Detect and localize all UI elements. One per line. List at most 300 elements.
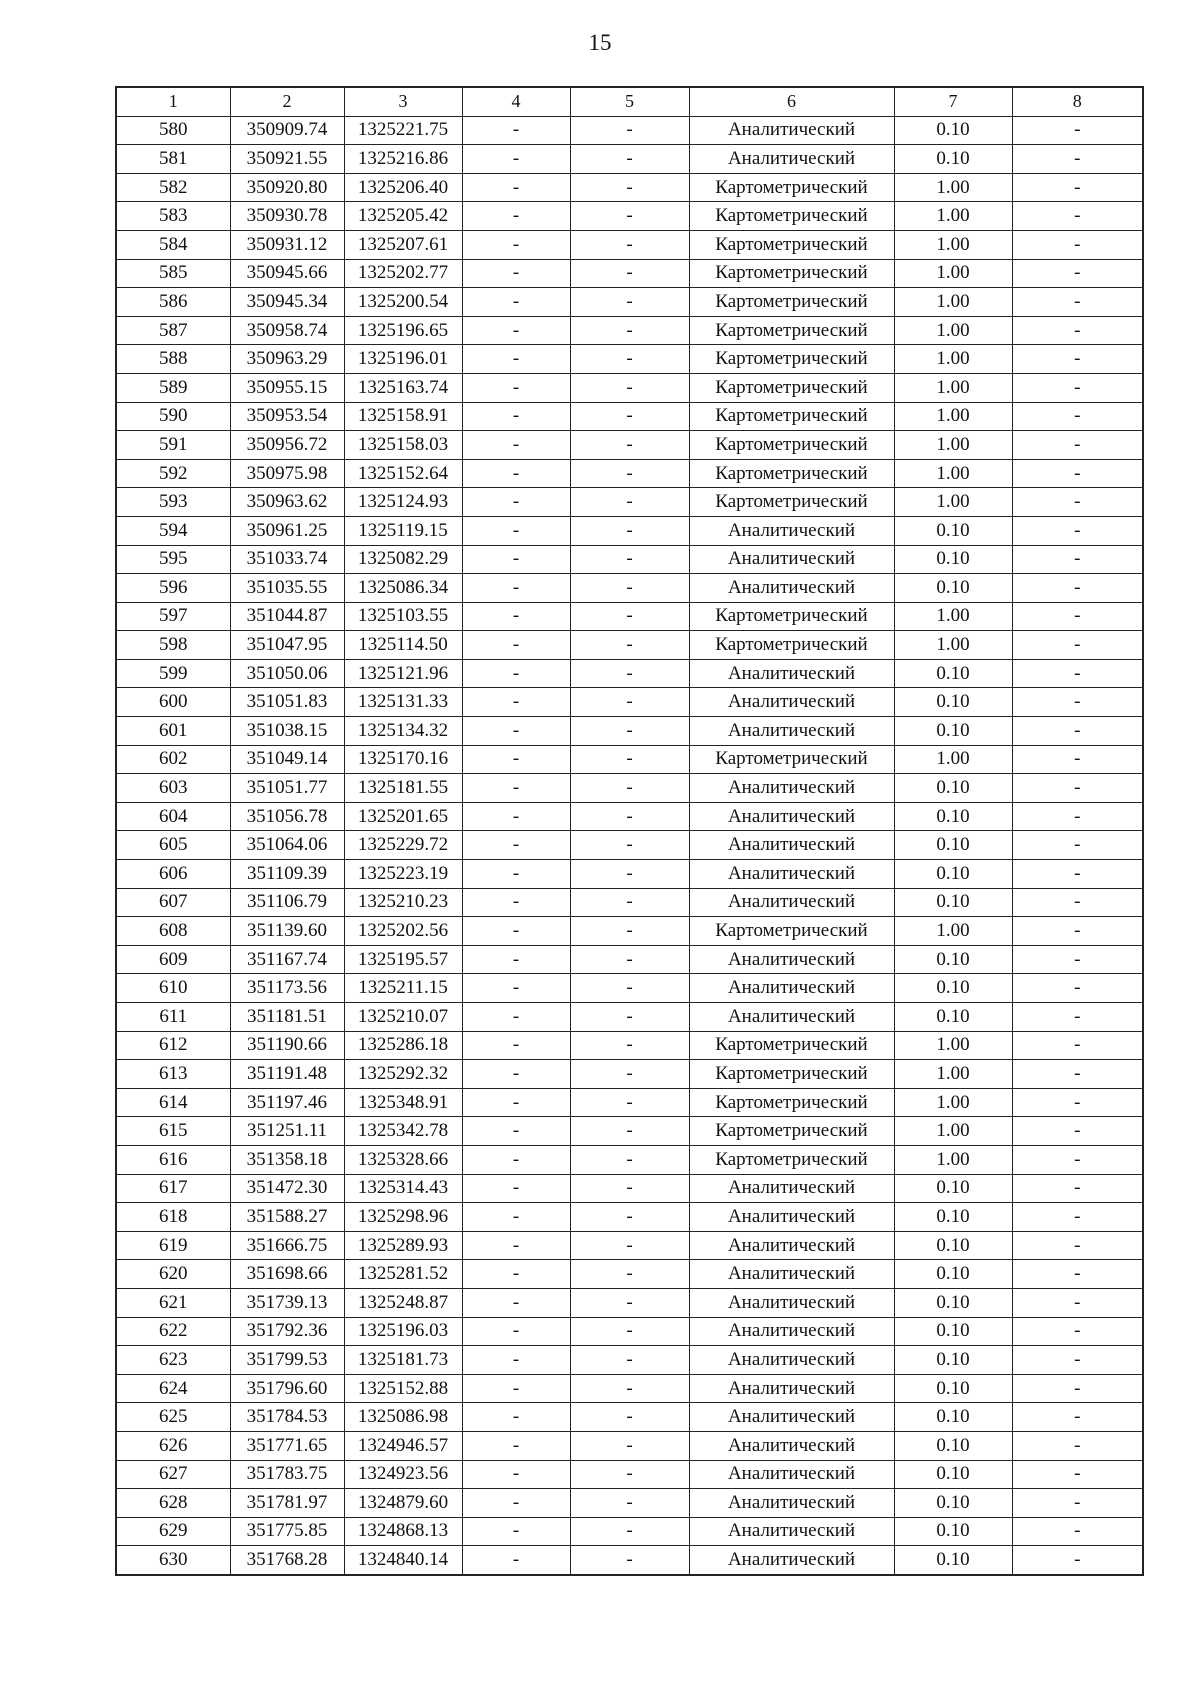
method-cell: Аналитический xyxy=(689,1403,894,1432)
col4-cell: - xyxy=(462,1031,570,1060)
col4-cell: - xyxy=(462,745,570,774)
y-coordinate-cell: 1325158.03 xyxy=(344,431,462,460)
col5-cell: - xyxy=(570,431,689,460)
table-header-row xyxy=(116,87,1143,116)
point-number-cell: 590 xyxy=(116,402,230,431)
accuracy-cell: 1.00 xyxy=(894,631,1012,660)
col5-cell: - xyxy=(570,831,689,860)
column-header: 7 xyxy=(894,87,1012,116)
col4-cell: - xyxy=(462,974,570,1003)
method-cell: Картометрический xyxy=(689,631,894,660)
col5-cell: - xyxy=(570,688,689,717)
column-header: 2 xyxy=(230,87,344,116)
y-coordinate-cell: 1325207.61 xyxy=(344,230,462,259)
point-number-cell: 603 xyxy=(116,774,230,803)
table-row xyxy=(116,1117,1143,1146)
y-coordinate-cell: 1325210.23 xyxy=(344,888,462,917)
point-number-cell: 586 xyxy=(116,288,230,317)
x-coordinate-cell: 351251.11 xyxy=(230,1117,344,1146)
y-coordinate-cell: 1325289.93 xyxy=(344,1231,462,1260)
col5-cell: - xyxy=(570,1517,689,1546)
col8-cell: - xyxy=(1012,316,1143,345)
x-coordinate-cell: 351771.65 xyxy=(230,1431,344,1460)
y-coordinate-cell: 1325348.91 xyxy=(344,1088,462,1117)
method-cell: Картометрический xyxy=(689,373,894,402)
x-coordinate-cell: 350956.72 xyxy=(230,431,344,460)
col8-cell: - xyxy=(1012,831,1143,860)
col4-cell: - xyxy=(462,202,570,231)
table-row xyxy=(116,774,1143,803)
col4-cell: - xyxy=(462,1346,570,1375)
col5-cell: - xyxy=(570,1489,689,1518)
col5-cell: - xyxy=(570,1060,689,1089)
method-cell: Картометрический xyxy=(689,230,894,259)
col8-cell: - xyxy=(1012,1374,1143,1403)
col5-cell: - xyxy=(570,1288,689,1317)
y-coordinate-cell: 1325086.34 xyxy=(344,574,462,603)
method-cell: Картометрический xyxy=(689,488,894,517)
col8-cell: - xyxy=(1012,1117,1143,1146)
col8-cell: - xyxy=(1012,145,1143,174)
x-coordinate-cell: 351472.30 xyxy=(230,1174,344,1203)
x-coordinate-cell: 351181.51 xyxy=(230,1003,344,1032)
col4-cell: - xyxy=(462,259,570,288)
method-cell: Картометрический xyxy=(689,1145,894,1174)
table-row xyxy=(116,945,1143,974)
col5-cell: - xyxy=(570,259,689,288)
col4-cell: - xyxy=(462,659,570,688)
method-cell: Картометрический xyxy=(689,1031,894,1060)
table-row xyxy=(116,1031,1143,1060)
method-cell: Аналитический xyxy=(689,1517,894,1546)
col5-cell: - xyxy=(570,116,689,145)
y-coordinate-cell: 1324840.14 xyxy=(344,1546,462,1575)
col8-cell: - xyxy=(1012,373,1143,402)
col4-cell: - xyxy=(462,145,570,174)
table-row xyxy=(116,1003,1143,1032)
x-coordinate-cell: 351588.27 xyxy=(230,1203,344,1232)
col4-cell: - xyxy=(462,917,570,946)
col5-cell: - xyxy=(570,288,689,317)
col8-cell: - xyxy=(1012,1088,1143,1117)
x-coordinate-cell: 351033.74 xyxy=(230,545,344,574)
col4-cell: - xyxy=(462,1517,570,1546)
accuracy-cell: 1.00 xyxy=(894,431,1012,460)
accuracy-cell: 0.10 xyxy=(894,1317,1012,1346)
col4-cell: - xyxy=(462,1317,570,1346)
x-coordinate-cell: 350955.15 xyxy=(230,373,344,402)
col4-cell: - xyxy=(462,116,570,145)
method-cell: Картометрический xyxy=(689,402,894,431)
table-row xyxy=(116,888,1143,917)
accuracy-cell: 0.10 xyxy=(894,1489,1012,1518)
col4-cell: - xyxy=(462,1088,570,1117)
col5-cell: - xyxy=(570,574,689,603)
col8-cell: - xyxy=(1012,802,1143,831)
method-cell: Аналитический xyxy=(689,1489,894,1518)
table-row xyxy=(116,631,1143,660)
point-number-cell: 605 xyxy=(116,831,230,860)
col5-cell: - xyxy=(570,459,689,488)
col8-cell: - xyxy=(1012,688,1143,717)
method-cell: Аналитический xyxy=(689,860,894,889)
point-number-cell: 589 xyxy=(116,373,230,402)
col5-cell: - xyxy=(570,774,689,803)
col4-cell: - xyxy=(462,717,570,746)
point-number-cell: 629 xyxy=(116,1517,230,1546)
point-number-cell: 612 xyxy=(116,1031,230,1060)
accuracy-cell: 1.00 xyxy=(894,259,1012,288)
x-coordinate-cell: 350963.62 xyxy=(230,488,344,517)
y-coordinate-cell: 1325328.66 xyxy=(344,1145,462,1174)
y-coordinate-cell: 1325211.15 xyxy=(344,974,462,1003)
table-row xyxy=(116,1374,1143,1403)
accuracy-cell: 1.00 xyxy=(894,1031,1012,1060)
method-cell: Картометрический xyxy=(689,917,894,946)
y-coordinate-cell: 1325221.75 xyxy=(344,116,462,145)
x-coordinate-cell: 351173.56 xyxy=(230,974,344,1003)
table-row xyxy=(116,259,1143,288)
method-cell: Картометрический xyxy=(689,459,894,488)
col8-cell: - xyxy=(1012,1260,1143,1289)
col4-cell: - xyxy=(462,230,570,259)
col5-cell: - xyxy=(570,1431,689,1460)
method-cell: Картометрический xyxy=(689,202,894,231)
method-cell: Аналитический xyxy=(689,1374,894,1403)
x-coordinate-cell: 351167.74 xyxy=(230,945,344,974)
accuracy-cell: 1.00 xyxy=(894,745,1012,774)
table-row xyxy=(116,1145,1143,1174)
point-number-cell: 585 xyxy=(116,259,230,288)
table-row xyxy=(116,1460,1143,1489)
point-number-cell: 598 xyxy=(116,631,230,660)
col8-cell: - xyxy=(1012,1431,1143,1460)
method-cell: Аналитический xyxy=(689,831,894,860)
point-number-cell: 622 xyxy=(116,1317,230,1346)
table-row xyxy=(116,459,1143,488)
x-coordinate-cell: 351051.77 xyxy=(230,774,344,803)
y-coordinate-cell: 1325124.93 xyxy=(344,488,462,517)
x-coordinate-cell: 351047.95 xyxy=(230,631,344,660)
col8-cell: - xyxy=(1012,717,1143,746)
col8-cell: - xyxy=(1012,631,1143,660)
point-number-cell: 621 xyxy=(116,1288,230,1317)
y-coordinate-cell: 1324946.57 xyxy=(344,1431,462,1460)
table-row xyxy=(116,116,1143,145)
accuracy-cell: 0.10 xyxy=(894,1517,1012,1546)
y-coordinate-cell: 1325131.33 xyxy=(344,688,462,717)
accuracy-cell: 0.10 xyxy=(894,688,1012,717)
accuracy-cell: 0.10 xyxy=(894,1546,1012,1575)
col5-cell: - xyxy=(570,1460,689,1489)
accuracy-cell: 0.10 xyxy=(894,774,1012,803)
col4-cell: - xyxy=(462,945,570,974)
col4-cell: - xyxy=(462,373,570,402)
point-number-cell: 601 xyxy=(116,717,230,746)
point-number-cell: 604 xyxy=(116,802,230,831)
x-coordinate-cell: 350945.34 xyxy=(230,288,344,317)
col4-cell: - xyxy=(462,1060,570,1089)
col4-cell: - xyxy=(462,402,570,431)
x-coordinate-cell: 350920.80 xyxy=(230,173,344,202)
y-coordinate-cell: 1325281.52 xyxy=(344,1260,462,1289)
col8-cell: - xyxy=(1012,1288,1143,1317)
point-number-cell: 584 xyxy=(116,230,230,259)
x-coordinate-cell: 350953.54 xyxy=(230,402,344,431)
method-cell: Картометрический xyxy=(689,745,894,774)
method-cell: Аналитический xyxy=(689,516,894,545)
table-row xyxy=(116,1088,1143,1117)
table-row xyxy=(116,345,1143,374)
method-cell: Аналитический xyxy=(689,717,894,746)
col5-cell: - xyxy=(570,230,689,259)
method-cell: Аналитический xyxy=(689,1003,894,1032)
point-number-cell: 580 xyxy=(116,116,230,145)
x-coordinate-cell: 351035.55 xyxy=(230,574,344,603)
method-cell: Картометрический xyxy=(689,1117,894,1146)
accuracy-cell: 1.00 xyxy=(894,1117,1012,1146)
accuracy-cell: 0.10 xyxy=(894,1174,1012,1203)
method-cell: Аналитический xyxy=(689,802,894,831)
x-coordinate-cell: 351038.15 xyxy=(230,717,344,746)
accuracy-cell: 1.00 xyxy=(894,345,1012,374)
table-row xyxy=(116,1203,1143,1232)
col5-cell: - xyxy=(570,1231,689,1260)
col8-cell: - xyxy=(1012,345,1143,374)
col5-cell: - xyxy=(570,888,689,917)
page-number: 15 xyxy=(588,30,612,55)
col4-cell: - xyxy=(462,860,570,889)
col5-cell: - xyxy=(570,488,689,517)
method-cell: Аналитический xyxy=(689,116,894,145)
table-row xyxy=(116,974,1143,1003)
col4-cell: - xyxy=(462,1546,570,1575)
col5-cell: - xyxy=(570,974,689,1003)
table-row xyxy=(116,373,1143,402)
col4-cell: - xyxy=(462,1203,570,1232)
method-cell: Картометрический xyxy=(689,259,894,288)
table-row xyxy=(116,917,1143,946)
method-cell: Картометрический xyxy=(689,316,894,345)
point-number-cell: 606 xyxy=(116,860,230,889)
col4-cell: - xyxy=(462,545,570,574)
accuracy-cell: 0.10 xyxy=(894,1403,1012,1432)
col4-cell: - xyxy=(462,1145,570,1174)
x-coordinate-cell: 350958.74 xyxy=(230,316,344,345)
point-number-cell: 592 xyxy=(116,459,230,488)
col8-cell: - xyxy=(1012,945,1143,974)
table-row xyxy=(116,602,1143,631)
point-number-cell: 628 xyxy=(116,1489,230,1518)
col5-cell: - xyxy=(570,1203,689,1232)
y-coordinate-cell: 1325170.16 xyxy=(344,745,462,774)
y-coordinate-cell: 1325152.88 xyxy=(344,1374,462,1403)
col5-cell: - xyxy=(570,545,689,574)
col8-cell: - xyxy=(1012,1031,1143,1060)
col5-cell: - xyxy=(570,917,689,946)
y-coordinate-cell: 1325181.55 xyxy=(344,774,462,803)
col5-cell: - xyxy=(570,745,689,774)
accuracy-cell: 0.10 xyxy=(894,1203,1012,1232)
col8-cell: - xyxy=(1012,1317,1143,1346)
col5-cell: - xyxy=(570,1174,689,1203)
accuracy-cell: 0.10 xyxy=(894,945,1012,974)
col8-cell: - xyxy=(1012,745,1143,774)
accuracy-cell: 0.10 xyxy=(894,1260,1012,1289)
accuracy-cell: 0.10 xyxy=(894,802,1012,831)
method-cell: Картометрический xyxy=(689,288,894,317)
col8-cell: - xyxy=(1012,602,1143,631)
x-coordinate-cell: 350961.25 xyxy=(230,516,344,545)
col8-cell: - xyxy=(1012,774,1143,803)
column-header: 6 xyxy=(689,87,894,116)
col8-cell: - xyxy=(1012,659,1143,688)
column-header: 3 xyxy=(344,87,462,116)
y-coordinate-cell: 1325286.18 xyxy=(344,1031,462,1060)
accuracy-cell: 1.00 xyxy=(894,230,1012,259)
table-row xyxy=(116,488,1143,517)
method-cell: Аналитический xyxy=(689,1460,894,1489)
method-cell: Аналитический xyxy=(689,659,894,688)
col5-cell: - xyxy=(570,1546,689,1575)
accuracy-cell: 1.00 xyxy=(894,1145,1012,1174)
accuracy-cell: 0.10 xyxy=(894,831,1012,860)
col8-cell: - xyxy=(1012,1145,1143,1174)
col8-cell: - xyxy=(1012,1403,1143,1432)
x-coordinate-cell: 351792.36 xyxy=(230,1317,344,1346)
y-coordinate-cell: 1325114.50 xyxy=(344,631,462,660)
x-coordinate-cell: 350909.74 xyxy=(230,116,344,145)
point-number-cell: 614 xyxy=(116,1088,230,1117)
method-cell: Аналитический xyxy=(689,1546,894,1575)
y-coordinate-cell: 1325082.29 xyxy=(344,545,462,574)
col4-cell: - xyxy=(462,459,570,488)
y-coordinate-cell: 1325196.65 xyxy=(344,316,462,345)
x-coordinate-cell: 351666.75 xyxy=(230,1231,344,1260)
point-number-cell: 600 xyxy=(116,688,230,717)
table-row xyxy=(116,288,1143,317)
y-coordinate-cell: 1325196.01 xyxy=(344,345,462,374)
point-number-cell: 624 xyxy=(116,1374,230,1403)
point-number-cell: 617 xyxy=(116,1174,230,1203)
accuracy-cell: 0.10 xyxy=(894,659,1012,688)
column-header: 4 xyxy=(462,87,570,116)
y-coordinate-cell: 1325223.19 xyxy=(344,860,462,889)
col4-cell: - xyxy=(462,888,570,917)
col5-cell: - xyxy=(570,1117,689,1146)
col8-cell: - xyxy=(1012,1517,1143,1546)
col5-cell: - xyxy=(570,1088,689,1117)
col8-cell: - xyxy=(1012,917,1143,946)
table-row xyxy=(116,1346,1143,1375)
col8-cell: - xyxy=(1012,202,1143,231)
point-number-cell: 602 xyxy=(116,745,230,774)
col4-cell: - xyxy=(462,488,570,517)
x-coordinate-cell: 351139.60 xyxy=(230,917,344,946)
col4-cell: - xyxy=(462,316,570,345)
method-cell: Аналитический xyxy=(689,945,894,974)
col5-cell: - xyxy=(570,602,689,631)
point-number-cell: 616 xyxy=(116,1145,230,1174)
y-coordinate-cell: 1325314.43 xyxy=(344,1174,462,1203)
y-coordinate-cell: 1325298.96 xyxy=(344,1203,462,1232)
method-cell: Картометрический xyxy=(689,173,894,202)
x-coordinate-cell: 351783.75 xyxy=(230,1460,344,1489)
col5-cell: - xyxy=(570,945,689,974)
point-number-cell: 581 xyxy=(116,145,230,174)
col4-cell: - xyxy=(462,173,570,202)
col4-cell: - xyxy=(462,1174,570,1203)
col8-cell: - xyxy=(1012,1003,1143,1032)
x-coordinate-cell: 350945.66 xyxy=(230,259,344,288)
column-header: 5 xyxy=(570,87,689,116)
y-coordinate-cell: 1325103.55 xyxy=(344,602,462,631)
x-coordinate-cell: 351784.53 xyxy=(230,1403,344,1432)
y-coordinate-cell: 1324879.60 xyxy=(344,1489,462,1518)
accuracy-cell: 1.00 xyxy=(894,459,1012,488)
col4-cell: - xyxy=(462,345,570,374)
col5-cell: - xyxy=(570,145,689,174)
point-number-cell: 610 xyxy=(116,974,230,1003)
col4-cell: - xyxy=(462,1288,570,1317)
col5-cell: - xyxy=(570,631,689,660)
y-coordinate-cell: 1325201.65 xyxy=(344,802,462,831)
table-row xyxy=(116,202,1143,231)
x-coordinate-cell: 351698.66 xyxy=(230,1260,344,1289)
accuracy-cell: 0.10 xyxy=(894,574,1012,603)
method-cell: Аналитический xyxy=(689,545,894,574)
table-row xyxy=(116,802,1143,831)
table-row xyxy=(116,1431,1143,1460)
accuracy-cell: 1.00 xyxy=(894,402,1012,431)
col4-cell: - xyxy=(462,1460,570,1489)
col5-cell: - xyxy=(570,345,689,374)
accuracy-cell: 0.10 xyxy=(894,1460,1012,1489)
col4-cell: - xyxy=(462,1003,570,1032)
table-row xyxy=(116,860,1143,889)
method-cell: Аналитический xyxy=(689,774,894,803)
col5-cell: - xyxy=(570,1145,689,1174)
col5-cell: - xyxy=(570,173,689,202)
col4-cell: - xyxy=(462,774,570,803)
col5-cell: - xyxy=(570,1260,689,1289)
col5-cell: - xyxy=(570,202,689,231)
col4-cell: - xyxy=(462,574,570,603)
point-number-cell: 623 xyxy=(116,1346,230,1375)
point-number-cell: 587 xyxy=(116,316,230,345)
y-coordinate-cell: 1325292.32 xyxy=(344,1060,462,1089)
col4-cell: - xyxy=(462,831,570,860)
method-cell: Аналитический xyxy=(689,1431,894,1460)
column-header: 8 xyxy=(1012,87,1143,116)
method-cell: Аналитический xyxy=(689,145,894,174)
x-coordinate-cell: 350975.98 xyxy=(230,459,344,488)
table-row xyxy=(116,230,1143,259)
y-coordinate-cell: 1325206.40 xyxy=(344,173,462,202)
col4-cell: - xyxy=(462,602,570,631)
col8-cell: - xyxy=(1012,1174,1143,1203)
col8-cell: - xyxy=(1012,1489,1143,1518)
col4-cell: - xyxy=(462,1260,570,1289)
col8-cell: - xyxy=(1012,516,1143,545)
x-coordinate-cell: 351106.79 xyxy=(230,888,344,917)
col8-cell: - xyxy=(1012,459,1143,488)
point-number-cell: 595 xyxy=(116,545,230,574)
y-coordinate-cell: 1325229.72 xyxy=(344,831,462,860)
table-row xyxy=(116,1174,1143,1203)
point-number-cell: 607 xyxy=(116,888,230,917)
x-coordinate-cell: 351191.48 xyxy=(230,1060,344,1089)
